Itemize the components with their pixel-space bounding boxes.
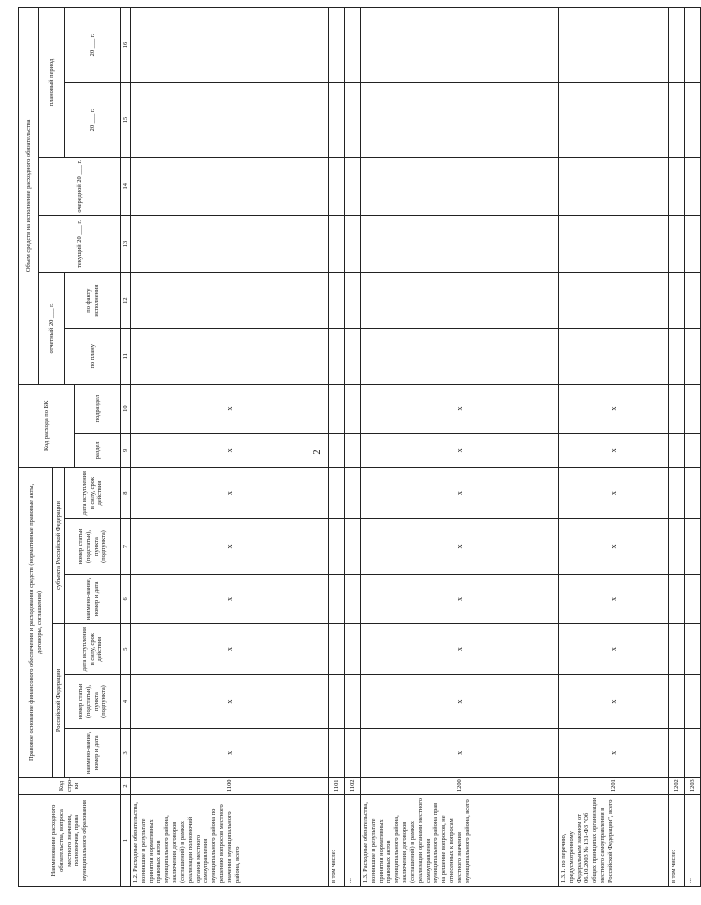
x-mark: x xyxy=(559,574,669,623)
table-row-name: в том числе: xyxy=(669,795,685,887)
empty-cell[interactable] xyxy=(131,83,329,158)
empty-cell[interactable] xyxy=(329,215,345,273)
table-row-name: ... xyxy=(685,795,701,887)
x-mark: x xyxy=(559,433,669,467)
empty-cell[interactable] xyxy=(329,328,345,384)
header-planning-period: плановый период xyxy=(39,8,65,158)
table-row-code: 1100 xyxy=(131,777,329,794)
x-mark: x xyxy=(559,624,669,675)
column-number: 5 xyxy=(121,624,131,675)
empty-cell[interactable] xyxy=(669,215,685,273)
empty-cell[interactable] xyxy=(131,273,329,329)
x-mark: x xyxy=(559,519,669,575)
column-number: 3 xyxy=(121,728,131,777)
empty-cell[interactable] xyxy=(685,519,701,575)
column-number: 7 xyxy=(121,519,131,575)
header-section: раздел xyxy=(75,433,121,467)
empty-cell[interactable] xyxy=(345,728,361,777)
x-mark: x xyxy=(131,467,329,518)
header-current-year: текущий 20 ___ г. xyxy=(39,215,121,273)
empty-cell[interactable] xyxy=(329,83,345,158)
table-row-name: в том числе: xyxy=(329,795,345,887)
header-subject-entry-date: дата вступления в силу, срок действия xyxy=(65,467,121,518)
empty-cell[interactable] xyxy=(329,574,345,623)
empty-cell[interactable] xyxy=(669,83,685,158)
empty-cell[interactable] xyxy=(669,8,685,83)
expense-obligations-table-sheet xyxy=(18,7,696,887)
empty-cell[interactable] xyxy=(685,467,701,518)
header-legal-basis: Правовое основание финансового обеспечения и расходования средств (нормативные правовые акты, договоры, соглашения) xyxy=(19,467,53,777)
empty-cell[interactable] xyxy=(669,467,685,518)
x-mark: x xyxy=(361,624,559,675)
column-number: 4 xyxy=(121,675,131,728)
empty-cell[interactable] xyxy=(669,675,685,728)
header-reporting-year: отчетный 20 ___ г. xyxy=(39,273,65,384)
empty-cell[interactable] xyxy=(685,675,701,728)
empty-cell[interactable] xyxy=(559,215,669,273)
empty-cell[interactable] xyxy=(345,328,361,384)
expense-obligations-table xyxy=(18,7,701,887)
empty-cell[interactable] xyxy=(131,8,329,83)
header-by-plan: по плану xyxy=(65,328,121,384)
empty-cell[interactable] xyxy=(329,157,345,215)
empty-cell[interactable] xyxy=(345,624,361,675)
empty-cell[interactable] xyxy=(685,157,701,215)
column-number: 8 xyxy=(121,467,131,518)
header-code: Код стро-ки xyxy=(19,777,121,794)
empty-cell[interactable] xyxy=(329,675,345,728)
column-number: 1 xyxy=(121,795,131,887)
header-plan-year-2: 20 ___ г. xyxy=(65,8,121,83)
x-mark: x xyxy=(131,519,329,575)
column-number: 16 xyxy=(121,8,131,83)
x-mark: x xyxy=(131,384,329,433)
x-mark: x xyxy=(361,467,559,518)
table-row-code: 1102 xyxy=(345,777,361,794)
empty-cell[interactable] xyxy=(669,433,685,467)
column-number: 11 xyxy=(121,328,131,384)
header-plan-year-1: 20 ___ г. xyxy=(65,83,121,158)
table-row-code: 1202 xyxy=(669,777,685,794)
x-mark: x xyxy=(131,433,329,467)
x-mark: x xyxy=(361,574,559,623)
header-rf-doc-name: наимено-вание, номер и дата xyxy=(65,728,121,777)
empty-cell[interactable] xyxy=(329,624,345,675)
empty-cell[interactable] xyxy=(669,728,685,777)
empty-cell[interactable] xyxy=(131,328,329,384)
table-row-code: 1201 xyxy=(559,777,669,794)
empty-cell[interactable] xyxy=(345,8,361,83)
empty-cell[interactable] xyxy=(669,384,685,433)
empty-cell[interactable] xyxy=(131,215,329,273)
empty-cell[interactable] xyxy=(361,8,559,83)
header-subsection: подраздел xyxy=(75,384,121,433)
x-mark: x xyxy=(559,467,669,518)
empty-cell[interactable] xyxy=(345,157,361,215)
empty-cell[interactable] xyxy=(685,8,701,83)
column-number: 6 xyxy=(121,574,131,623)
table-row-name: 1.3. Расходные обязательства, возникшие в результате принятия нормативных правовых актов муниципального района, заключения договоров (соглашений) в рамках реализации органами местного самоуправления муниципального района прав на решение вопросов, не отнесенных к вопросам местного значения муниципального района, всего xyxy=(361,795,559,887)
x-mark: x xyxy=(131,574,329,623)
header-rf-entry-date: дата вступления в силу, срок действия xyxy=(65,624,121,675)
empty-cell[interactable] xyxy=(669,157,685,215)
x-mark: x xyxy=(131,675,329,728)
x-mark: x xyxy=(559,675,669,728)
empty-cell[interactable] xyxy=(669,574,685,623)
empty-cell[interactable] xyxy=(361,157,559,215)
page-number: 2 xyxy=(312,449,323,455)
column-number: 13 xyxy=(121,215,131,273)
empty-cell[interactable] xyxy=(345,83,361,158)
empty-cell[interactable] xyxy=(361,83,559,158)
x-mark: x xyxy=(559,728,669,777)
empty-cell[interactable] xyxy=(559,83,669,158)
x-mark: x xyxy=(361,675,559,728)
column-number: 15 xyxy=(121,83,131,158)
empty-cell[interactable] xyxy=(361,215,559,273)
empty-cell[interactable] xyxy=(361,328,559,384)
table-row-name: 1.2. Расходные обязательства, возникшие в результате принятия нормативных правовых актов муниципального района, заключения договоров (соглашений) в рамках реализации полномочий органов местного самоуправления муниципального района по решению вопросов местного значения муниципального района, всего xyxy=(131,795,329,887)
empty-cell[interactable] xyxy=(669,519,685,575)
empty-cell[interactable] xyxy=(361,273,559,329)
empty-cell[interactable] xyxy=(685,728,701,777)
x-mark: x xyxy=(361,384,559,433)
header-rf: Российской Федерации xyxy=(53,624,65,778)
empty-cell[interactable] xyxy=(345,384,361,433)
empty-cell[interactable] xyxy=(559,273,669,329)
empty-cell[interactable] xyxy=(329,467,345,518)
empty-cell[interactable] xyxy=(329,519,345,575)
table-row-code: 1203 xyxy=(685,777,701,794)
empty-cell[interactable] xyxy=(345,574,361,623)
header-by-fact: по факту исполнения xyxy=(65,273,121,329)
header-subject: субъекта Российской Федерации xyxy=(53,467,65,623)
column-number: 12 xyxy=(121,273,131,329)
empty-cell[interactable] xyxy=(345,467,361,518)
empty-cell[interactable] xyxy=(329,728,345,777)
empty-cell[interactable] xyxy=(345,433,361,467)
table-row-name: 1.3.1. по перечню, предусмотренному Федеральным законом от 06.10.2003 № 131-ФЗ "Об общих принципах организации местного самоуправления в Российской Федерации", всего xyxy=(559,795,669,887)
empty-cell[interactable] xyxy=(329,433,345,467)
table-row-name: ... xyxy=(345,795,361,887)
empty-cell[interactable] xyxy=(685,624,701,675)
empty-cell[interactable] xyxy=(345,273,361,329)
header-bk-code: Код расхода по БК xyxy=(19,384,75,467)
x-mark: x xyxy=(361,519,559,575)
x-mark: x xyxy=(361,728,559,777)
empty-cell[interactable] xyxy=(685,328,701,384)
empty-cell[interactable] xyxy=(669,624,685,675)
x-mark: x xyxy=(361,433,559,467)
empty-cell[interactable] xyxy=(685,83,701,158)
table-row-code: 1101 xyxy=(329,777,345,794)
column-number: 10 xyxy=(121,384,131,433)
column-number: 2 xyxy=(121,777,131,794)
header-rf-article: номер статьи (подстатьи), пункта (подпункта) xyxy=(65,675,121,728)
header-next-year: очередной 20 ___ г. xyxy=(39,157,121,215)
header-volume: Объем средств на исполнение расходного обязательства xyxy=(19,8,39,385)
empty-cell[interactable] xyxy=(685,384,701,433)
empty-cell[interactable] xyxy=(685,215,701,273)
empty-cell[interactable] xyxy=(329,8,345,83)
header-subject-article: номер статьи (подстатьи), пункта (подпункта) xyxy=(65,519,121,575)
empty-cell[interactable] xyxy=(329,273,345,329)
empty-cell[interactable] xyxy=(685,433,701,467)
empty-cell[interactable] xyxy=(669,273,685,329)
x-mark: x xyxy=(131,624,329,675)
table-row-code: 1200 xyxy=(361,777,559,794)
empty-cell[interactable] xyxy=(345,519,361,575)
column-number: 9 xyxy=(121,433,131,467)
empty-cell[interactable] xyxy=(131,157,329,215)
empty-cell[interactable] xyxy=(685,273,701,329)
empty-cell[interactable] xyxy=(559,328,669,384)
x-mark: x xyxy=(131,728,329,777)
empty-cell[interactable] xyxy=(559,8,669,83)
empty-cell[interactable] xyxy=(669,328,685,384)
column-number: 14 xyxy=(121,157,131,215)
header-name: Наименование расходного обязательства, вопроса местного значения, полномочия, права муниципального образования xyxy=(19,795,121,887)
empty-cell[interactable] xyxy=(345,215,361,273)
x-mark: x xyxy=(559,384,669,433)
empty-cell[interactable] xyxy=(559,157,669,215)
empty-cell[interactable] xyxy=(345,675,361,728)
empty-cell[interactable] xyxy=(685,574,701,623)
empty-cell[interactable] xyxy=(329,384,345,433)
header-subject-doc-name: наимено-вание, номер и дата xyxy=(65,574,121,623)
